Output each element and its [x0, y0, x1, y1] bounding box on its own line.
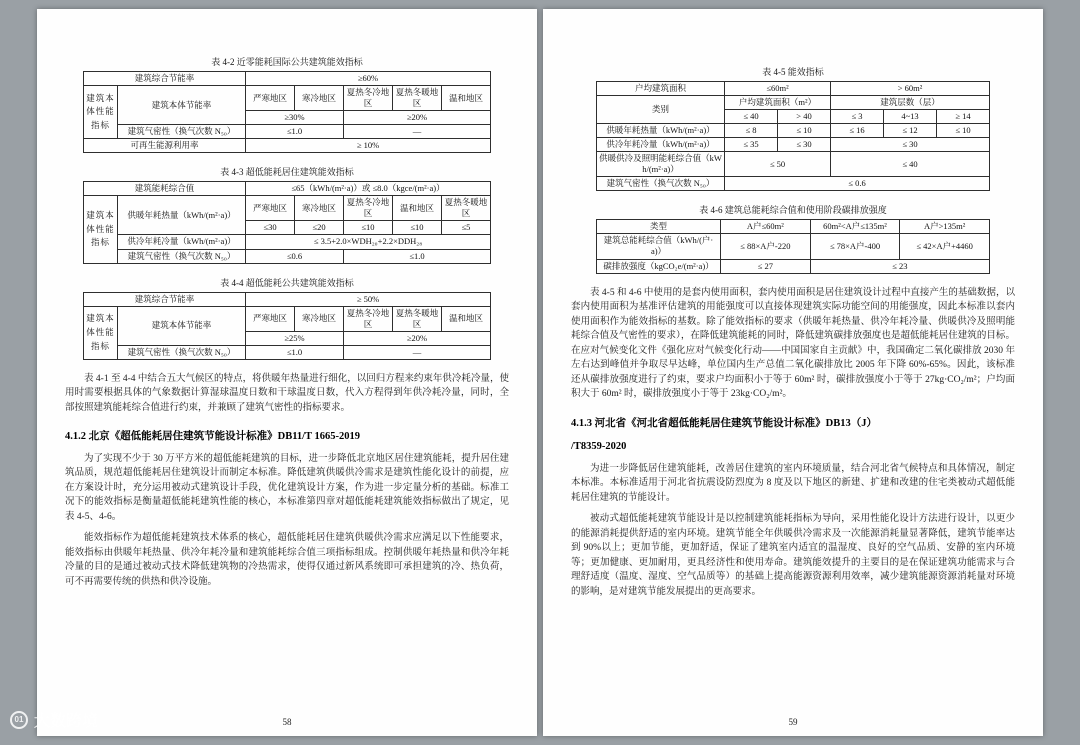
paragraph-beijing-standard-2: 能效指标作为超低能耗建筑技术体系的核心，超低能耗居住建筑供暖供冷需求应满足以下性能要求，能效指标由供暖年耗热量、供冷年耗冷量和建筑能耗综合值三项指标组成。控制供暖年耗热量和供冷年耗冷量的目的是通过被动式技术降低建筑物的冷热需求，使得仅通过新风系统即可承担建筑的冷、热负荷，可不再需要传统的供热和供冷设施。 — [65, 533, 509, 587]
t42-airtight-value: — — [343, 125, 490, 139]
t42-airtight-value: ≤1.0 — [246, 125, 344, 139]
t43-heating-value: ≤10 — [343, 221, 392, 235]
t43-heating-value: ≤10 — [392, 221, 441, 235]
brand-globe-icon: 01 — [10, 711, 28, 729]
page-number-right: 59 — [788, 717, 798, 727]
t45-heating-value: ≤ 10 — [937, 124, 990, 138]
t42-body-rate-label: 建筑本体节能率 — [118, 86, 246, 125]
t45-category-label: 类别 — [597, 96, 725, 124]
t45-range-header: ≤ 40 — [725, 110, 778, 124]
t45-combined-label: 供暖供冷及照明能耗综合值（kWh/(m²·a)） — [597, 152, 725, 177]
t46-type-header: 类型 — [597, 220, 721, 234]
t45-range-header: ≤ 3 — [831, 110, 884, 124]
section-heading-4-1-3-line1: 4.1.3 河北省《河北省超低能耗居住建筑节能设计标准》DB13（J） — [571, 417, 877, 429]
paragraph-tables-summary: 表 4-1 至 4-4 中结合五大气候区的特点，将供暖年热量进行细化，以回归方程来约束年供冷耗冷量，使用时需要根据具体的气象数据计算湿球温度日数和干球温度日数，代入方程得到年供冷耗冷量，同时，全部按照建筑能耗综合值进行约束，并兼顾了建筑气密性的指标要求。 — [65, 373, 509, 413]
t43-body-perf-label: 建筑本体性能指标 — [84, 196, 118, 263]
t45-subheader-storeys: 建筑层数（层） — [831, 96, 990, 110]
t46-area-header: 60m²<A户≤135m² — [810, 220, 900, 234]
t44-body-rate-label: 建筑本体节能率 — [118, 306, 246, 345]
t44-rate-value: ≥20% — [343, 331, 490, 345]
brand-name: 大数跨境 — [34, 713, 99, 730]
t45-combined-value: ≤ 50 — [725, 152, 831, 177]
table-4-3 — [83, 181, 491, 263]
brand-watermark — [10, 708, 98, 731]
document-page-right — [543, 9, 1043, 736]
t42-airtight-label: 建筑气密性（换气次数 N₅₀） — [118, 125, 246, 139]
t44-region-header: 温和地区 — [441, 306, 490, 331]
t43-airtight-label: 建筑气密性（换气次数 N₅₀） — [118, 249, 246, 263]
t45-range-header: ≥ 14 — [937, 110, 990, 124]
section-heading-4-1-2: 4.1.2 北京《超低能耗居住建筑节能设计标准》DB11/T 1665-2019 — [65, 431, 360, 443]
t44-region-header: 夏热冬冷地区 — [343, 306, 392, 331]
t42-region-header: 寒冷地区 — [295, 86, 344, 111]
t44-region-header: 严寒地区 — [246, 306, 295, 331]
t44-airtight-value: — — [343, 345, 490, 359]
t44-overall-value: ≥ 50% — [246, 292, 491, 306]
t45-subheader-area: 户均建筑面积（m²） — [725, 96, 831, 110]
table-4-5 — [596, 81, 990, 191]
t42-overall-value: ≥60% — [246, 72, 491, 86]
t46-energy-formula: ≤ 88×A户-220 — [721, 234, 811, 259]
section-heading-4-1-3 — [571, 417, 1015, 455]
t42-region-header: 温和地区 — [441, 86, 490, 111]
t43-cooling-formula: ≤ 3.5+2.0×WDH₂₀+2.2×DDH₂₈ — [246, 235, 491, 249]
t44-region-header: 夏热冬暖地区 — [392, 306, 441, 331]
t43-region-header: 温和地区 — [392, 196, 441, 221]
t43-cooling-label: 供冷年耗冷量（kWh/(m²·a)） — [118, 235, 246, 249]
table-4-4-caption: 表 4-4 超低能耗公共建筑能效指标 — [220, 277, 354, 288]
t43-airtight-value: ≤0.6 — [246, 249, 344, 263]
t42-rate-value: ≥30% — [246, 111, 344, 125]
t43-energy-label: 建筑能耗综合值 — [84, 182, 246, 196]
t45-heating-value: ≤ 16 — [831, 124, 884, 138]
t44-airtight-value: ≤1.0 — [246, 345, 344, 359]
t43-heating-value: ≤20 — [295, 221, 344, 235]
t42-renewable-value: ≥ 10% — [246, 139, 491, 153]
t45-heating-value: ≤ 8 — [725, 124, 778, 138]
t46-energy-formula: ≤ 42×A户+4460 — [900, 234, 990, 259]
t42-region-header: 夏热冬暖地区 — [392, 86, 441, 111]
t45-range-header: 4~13 — [884, 110, 937, 124]
t43-airtight-value: ≤1.0 — [343, 249, 490, 263]
t44-body-perf-label: 建筑本体性能指标 — [84, 306, 118, 359]
t45-heating-label: 供暖年耗热量（kWh/(m²·a)） — [597, 124, 725, 138]
t43-heating-value: ≤30 — [246, 221, 295, 235]
t43-heating-value: ≤5 — [441, 221, 490, 235]
document-page-left — [37, 9, 537, 736]
t42-body-perf-label: 建筑本体性能指标 — [84, 86, 118, 139]
t45-cooling-value: ≤ 30 — [778, 138, 831, 152]
t43-region-header: 寒冷地区 — [295, 196, 344, 221]
t46-area-header: A户>135m² — [900, 220, 990, 234]
page-number-left: 58 — [282, 717, 292, 727]
t45-cooling-value: ≤ 35 — [725, 138, 778, 152]
t42-renewable-label: 可再生能源利用率 — [84, 139, 246, 153]
paragraph-beijing-standard-1: 为了实现不少于 30 万平方米的超低能耗建筑的目标，进一步降低北京地区居住建筑能耗，提升居住建筑品质，规范超低能耗居住建筑设计而制定本标准。降低建筑供暖供冷需求是建筑性能化设计的前提，应在方案设计时，充分运用被动式建筑设计手段，优化建筑设计方案，作为进一步定量分析的基础。标准工况下的能效指标是衡量超低能耗建筑性能的核心，本标准第四章对超低能耗建筑能效指标做出了规定，见表 4-5、4-6。 — [65, 453, 509, 522]
t45-area-group-header: > 60m² — [831, 82, 990, 96]
table-4-5-caption: 表 4-5 能效指标 — [762, 67, 824, 77]
t42-region-header: 夏热冬冷地区 — [343, 86, 392, 111]
t45-area-group-header: ≤60m² — [725, 82, 831, 96]
paragraph-tables-45-46-discussion: 表 4-5 和 4-6 中使用的是套内使用面积，套内使用面积是居住建筑设计过程中直接产生的基础数据，以套内使用面积为基准评估建筑的用能强度可以直接体现建筑实际功能空间的用能强度，因此本标准以套内使用面积作为能效指标的基数。除了能效指标的要求（供暖年耗热量、供冷年耗冷量、供暖供冷及照明能耗综合值及气密性的要求），在降低建筑能耗的同时，降低建筑碳排放强度也是超低能耗居住建筑的目标。在应对气候变化文件《强化应对气候变化行动——中国国家自主贡献》中，我国确定二氧化碳排放 2030 年左右达到峰值并争取尽早达峰，单位国内生产总值二氧化碳排放比 2005 年下降 60%-65%。因此，该标准还从碳排放强度进行了约束，要求户均面积小于等于 60m² 时，碳排放强度小于等于 27kg·CO₂/m²；户均面积大于 60m² 时，碳排放强度小于等于 23kg·CO₂/m²。 — [571, 287, 1015, 400]
t43-heating-label: 供暖年耗热量（kWh/(m²·a)） — [118, 196, 246, 235]
t45-airtight-value: ≤ 0.6 — [725, 177, 990, 191]
t42-overall-label: 建筑综合节能率 — [84, 72, 246, 86]
t45-cooling-label: 供冷年耗冷量（kWh/(m²·a)） — [597, 138, 725, 152]
t46-carbon-value: ≤ 23 — [810, 259, 989, 273]
table-4-6 — [596, 219, 990, 273]
table-4-2 — [83, 71, 491, 153]
t45-heating-value: ≤ 10 — [778, 124, 831, 138]
t43-region-header: 夏热冬暖地区 — [441, 196, 490, 221]
t45-cooling-value: ≤ 30 — [831, 138, 990, 152]
t42-rate-value: ≥20% — [343, 111, 490, 125]
t44-airtight-label: 建筑气密性（换气次数 N₅₀） — [118, 345, 246, 359]
t45-combined-value: ≤ 40 — [831, 152, 990, 177]
t45-area-label: 户均建筑面积 — [597, 82, 725, 96]
t46-energy-label: 建筑总能耗综合值（kWh/(户·a)） — [597, 234, 721, 259]
t43-energy-value: ≤65（kWh/(m²·a)）或 ≤8.0（kgce/(m²·a)） — [246, 182, 491, 196]
t45-airtight-label: 建筑气密性（换气次数 N₅₀） — [597, 177, 725, 191]
t46-area-header: A户≤60m² — [721, 220, 811, 234]
t43-region-header: 夏热冬冷地区 — [343, 196, 392, 221]
t45-range-header: > 40 — [778, 110, 831, 124]
t46-carbon-value: ≤ 27 — [721, 259, 811, 273]
table-4-3-caption: 表 4-3 超低能耗居住建筑能效指标 — [220, 167, 354, 178]
t43-region-header: 严寒地区 — [246, 196, 295, 221]
table-4-6-caption: 表 4-6 建筑总能耗综合值和使用阶段碳排放强度 — [699, 205, 887, 216]
paragraph-hebei-standard-2: 被动式超低能耗建筑节能设计是以控制建筑能耗指标为导向，采用性能化设计方法进行设计，以更少的能源消耗提供舒适的室内环境。建筑节能全年供暖供冷需求及一次能源消耗量显著降低，建筑节能率达到 90%以上；更加节能，更加舒适，保证了建筑室内适宜的温湿度、良好的空气品质、安静的室内环境等；更加健康、更加耐用，更具经济性和使用寿命。建筑能效提升的主要目的是在保证建筑功能需求与合理舒适度（温度、湿度、空气品质等）的基础上提高能源资源利用效率，减少建筑能源资源消耗量对环境的影响，是对建筑节能发展提出的更高要求。 — [571, 514, 1015, 597]
t46-energy-formula: ≤ 78×A户-400 — [810, 234, 900, 259]
table-4-2-caption: 表 4-2 近零能耗国际公共建筑能效指标 — [211, 57, 363, 67]
t42-region-header: 严寒地区 — [246, 86, 295, 111]
paragraph-hebei-standard-1: 为进一步降低居住建筑能耗，改善居住建筑的室内环境质量，结合河北省气候特点和具体情况，制定本标准。本标准适用于河北省抗震设防烈度为 8 度及以下地区的新建、扩建和改建的住宅类被动式超低能耗居住建筑的节能设计。 — [571, 463, 1015, 503]
t44-region-header: 寒冷地区 — [295, 306, 344, 331]
t46-carbon-label: 碳排放强度（kgCO₂e/(m²·a)） — [597, 259, 721, 273]
t44-rate-value: ≥25% — [246, 331, 344, 345]
table-4-4 — [83, 292, 491, 360]
t45-heating-value: ≤ 12 — [884, 124, 937, 138]
t44-overall-label: 建筑综合节能率 — [84, 292, 246, 306]
section-heading-4-1-3-line2: /T8359-2020 — [571, 441, 627, 453]
